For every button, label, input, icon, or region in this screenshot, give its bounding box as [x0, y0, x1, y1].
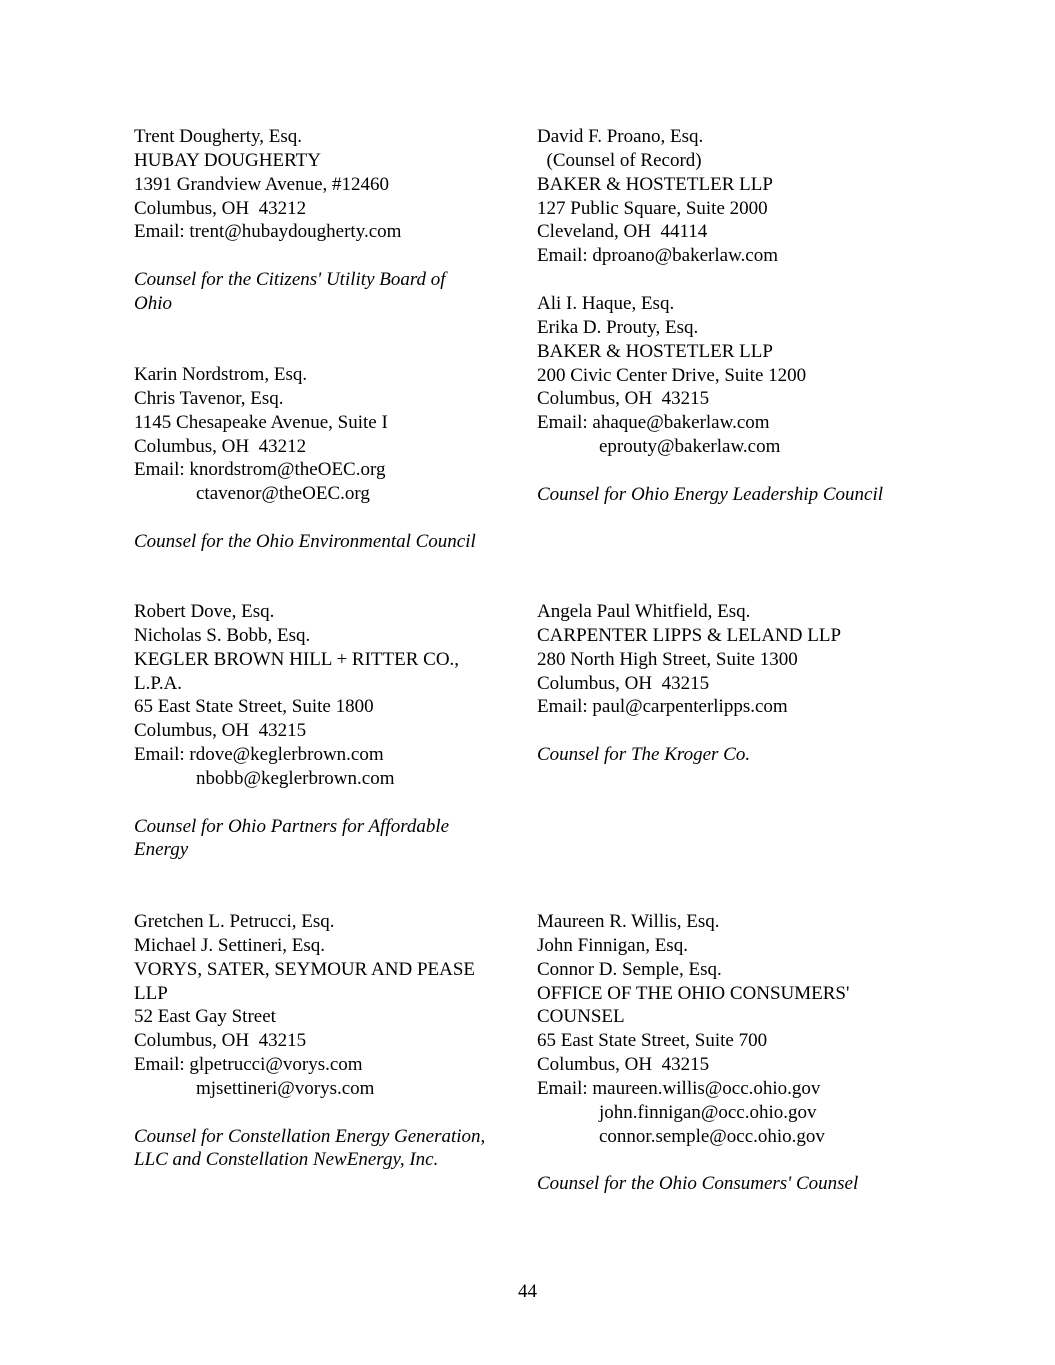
address-line: Connor D. Semple, Esq.: [537, 958, 722, 980]
address-line: L.P.A.: [134, 672, 183, 694]
address-line: Ali I. Haque, Esq.: [537, 293, 675, 314]
address-line: LLP: [134, 982, 168, 1004]
address-line: Karin Nordstrom, Esq.: [134, 364, 308, 385]
address-line: 65 East State Street, Suite 1800: [134, 696, 374, 718]
email-line: john.finnigan@occ.ohio.gov: [599, 1101, 817, 1123]
address-line: Cleveland, OH 44114: [537, 221, 708, 243]
address-line: Gretchen L. Petrucci, Esq.: [134, 911, 335, 932]
address-line: Columbus, OH 43215: [537, 1054, 710, 1076]
address-line: 280 North High Street, Suite 1300: [537, 648, 798, 670]
address-line: Robert Dove, Esq.: [134, 601, 275, 622]
address-line: Chris Tavenor, Esq.: [134, 387, 284, 409]
address-line: BAKER & HOSTETLER LLP: [537, 173, 773, 195]
address-line: CARPENTER LIPPS & LELAND LLP: [537, 624, 842, 646]
address-line: Angela Paul Whitfield, Esq.: [537, 601, 751, 622]
address-line: 127 Public Square, Suite 2000: [537, 197, 768, 219]
service-block-oec: [134, 363, 476, 554]
page-number: 44: [518, 1281, 537, 1302]
address-line: Michael J. Settineri, Esq.: [134, 934, 326, 956]
address-line: 1145 Chesapeake Avenue, Suite I: [134, 411, 388, 433]
counsel-for-line: LLC and Constellation NewEnergy, Inc.: [134, 1149, 439, 1171]
counsel-for-line: Energy: [134, 839, 189, 861]
email-line: connor.semple@occ.ohio.gov: [599, 1125, 825, 1147]
service-block-kroger: [537, 600, 841, 767]
email-line: Email: dproano@bakerlaw.com: [537, 245, 779, 267]
address-line: OFFICE OF THE OHIO CONSUMERS': [537, 982, 850, 1004]
address-line: (Counsel of Record): [537, 149, 702, 171]
email-line: eprouty@bakerlaw.com: [599, 436, 781, 458]
address-line: BAKER & HOSTETLER LLP: [537, 340, 773, 362]
email-line: Email: maureen.willis@occ.ohio.gov: [537, 1077, 821, 1099]
address-line: Columbus, OH 43215: [134, 720, 307, 742]
address-line: Trent Dougherty, Esq.: [134, 126, 303, 147]
address-line: Columbus, OH 43215: [134, 1030, 307, 1052]
address-line: Nicholas S. Bobb, Esq.: [134, 624, 311, 646]
email-line: Email: knordstrom@theOEC.org: [134, 459, 386, 481]
service-block-vorys: [134, 910, 485, 1172]
address-line: COUNSEL: [537, 1006, 625, 1028]
counsel-for-line: Counsel for Ohio Partners for Affordable: [134, 815, 450, 837]
address-line: Columbus, OH 43215: [537, 672, 710, 694]
counsel-for-line: Counsel for the Ohio Environmental Council: [134, 530, 476, 552]
email-line: mjsettineri@vorys.com: [196, 1077, 375, 1099]
email-line: Email: ahaque@bakerlaw.com: [537, 412, 770, 434]
address-line: Maureen R. Willis, Esq.: [537, 911, 720, 932]
service-block-haque: [537, 292, 883, 507]
service-block-occ: [537, 910, 858, 1196]
address-line: KEGLER BROWN HILL + RITTER CO.,: [134, 648, 460, 670]
address-line: Columbus, OH 43215: [537, 388, 710, 410]
service-block-dougherty: [134, 125, 446, 316]
address-line: 200 Civic Center Drive, Suite 1200: [537, 364, 807, 386]
counsel-for-line: Counsel for Ohio Energy Leadership Council: [537, 483, 884, 505]
address-line: David F. Proano, Esq.: [537, 126, 704, 147]
counsel-for-line: Counsel for Constellation Energy Generation,: [134, 1125, 486, 1147]
email-line: nbobb@keglerbrown.com: [196, 767, 395, 789]
address-line: Columbus, OH 43212: [134, 435, 307, 457]
email-line: Email: trent@hubaydougherty.com: [134, 221, 402, 243]
address-line: Columbus, OH 43212: [134, 197, 307, 219]
address-line: VORYS, SATER, SEYMOUR AND PEASE: [134, 958, 476, 980]
address-line: 65 East State Street, Suite 700: [537, 1030, 768, 1052]
email-line: Email: glpetrucci@vorys.com: [134, 1054, 363, 1076]
counsel-for-line: Ohio: [134, 292, 172, 314]
address-line: HUBAY DOUGHERTY: [134, 149, 321, 171]
address-line: 52 East Gay Street: [134, 1006, 276, 1028]
counsel-for-line: Counsel for the Ohio Consumers' Counsel: [537, 1173, 859, 1195]
address-line: John Finnigan, Esq.: [537, 934, 688, 956]
email-line: ctavenor@theOEC.org: [196, 483, 370, 505]
counsel-for-line: Counsel for the Citizens' Utility Board of: [134, 269, 446, 291]
service-block-kegler: [134, 600, 459, 862]
address-line: 1391 Grandview Avenue, #12460: [134, 173, 390, 195]
counsel-for-line: Counsel for The Kroger Co.: [537, 744, 751, 766]
email-line: Email: paul@carpenterlipps.com: [537, 696, 788, 718]
service-block-proano: [537, 125, 778, 268]
address-line: Erika D. Prouty, Esq.: [537, 316, 699, 338]
email-line: Email: rdove@keglerbrown.com: [134, 744, 384, 766]
